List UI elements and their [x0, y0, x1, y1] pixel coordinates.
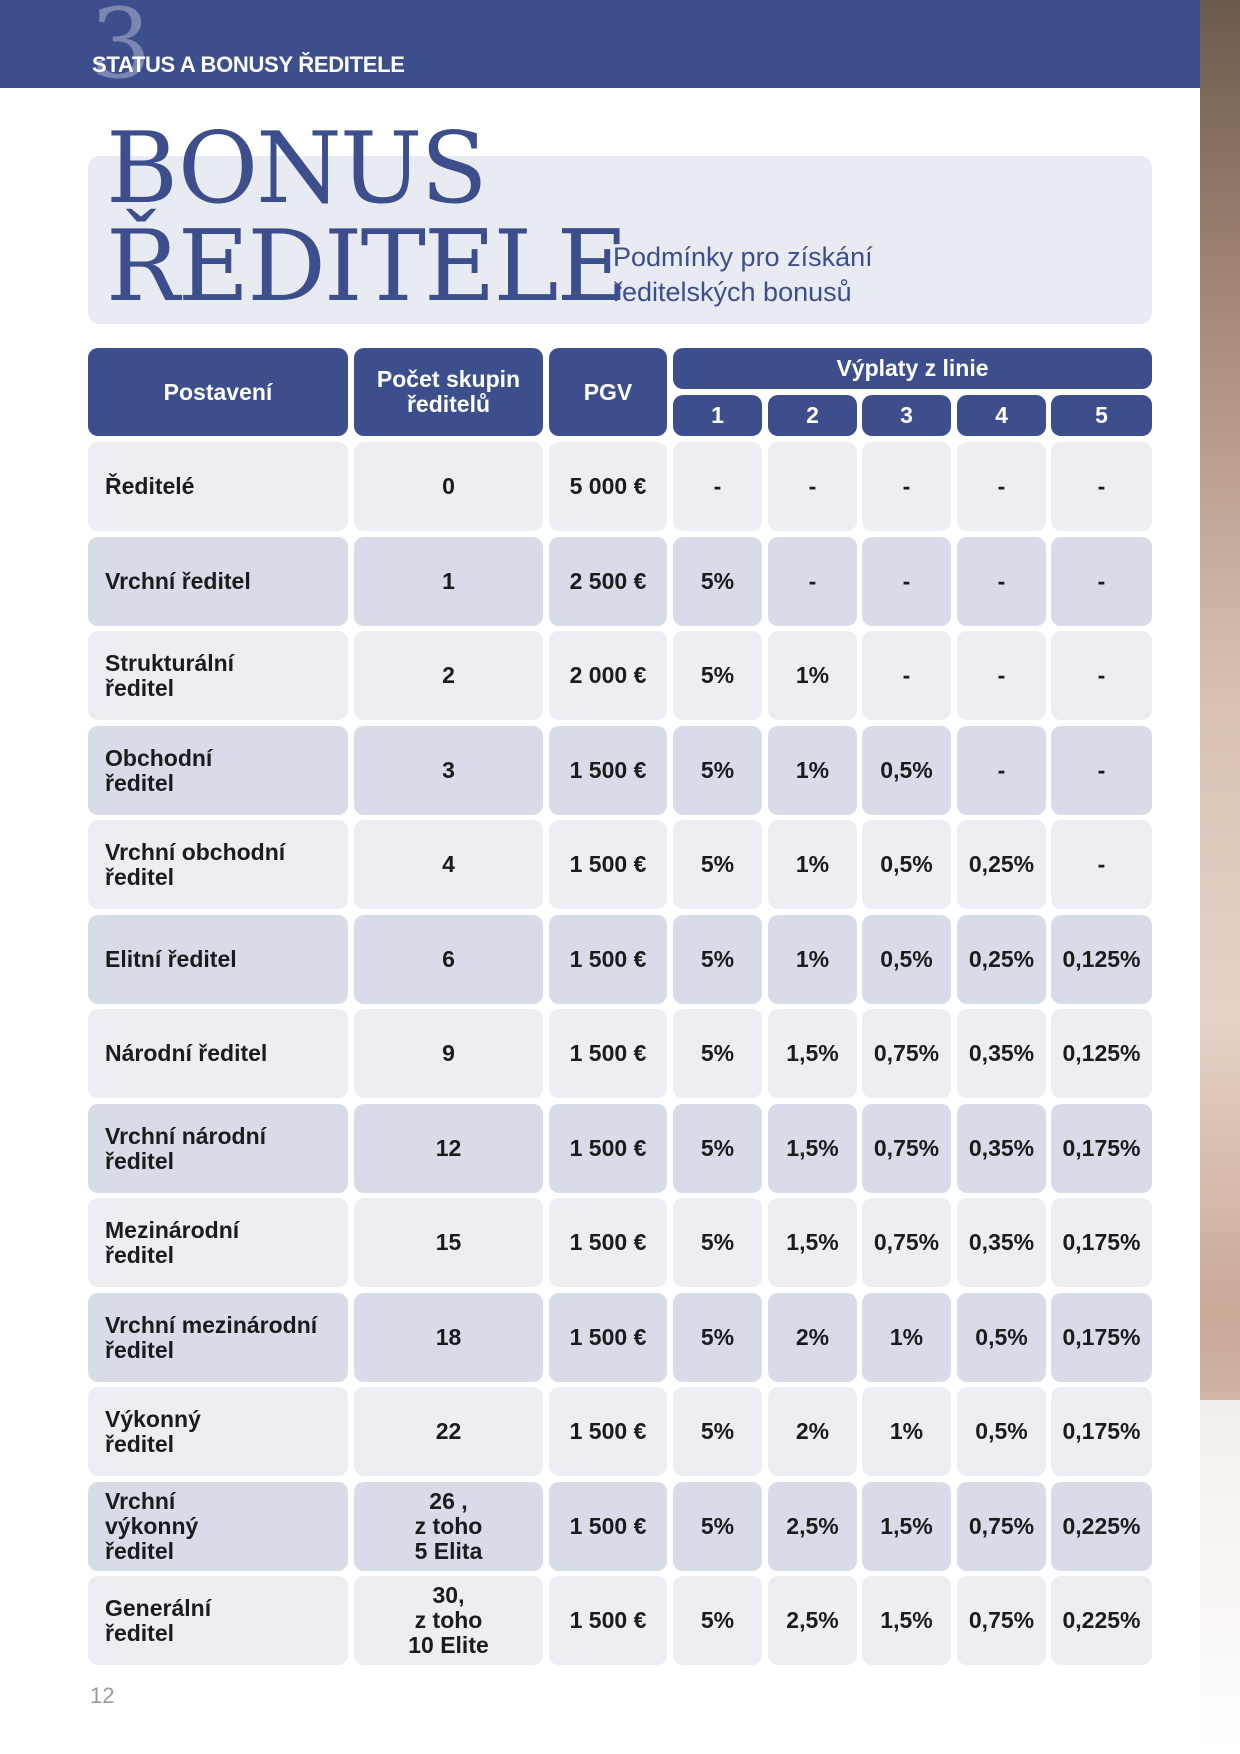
page-subtitle: Podmínky pro získání ředitelských bonusů	[613, 242, 873, 307]
row-payout-line-1: 5%	[673, 1387, 762, 1476]
header-bar	[0, 0, 1200, 88]
row-position: Vrchní mezinárodní ředitel	[88, 1293, 348, 1382]
row-payout-line-2: 1%	[768, 820, 857, 909]
row-payout-line-3: 0,75%	[862, 1104, 951, 1193]
row-payout-line-1: 5%	[673, 1482, 762, 1571]
row-groups: 1	[354, 537, 543, 626]
row-pgv: 1 500 €	[549, 1293, 667, 1382]
row-position: Strukturální ředitel	[88, 631, 348, 720]
row-payout-line-2: 1,5%	[768, 1198, 857, 1287]
header-line-4: 4	[957, 395, 1046, 436]
page-number: 12	[90, 1683, 115, 1708]
row-pgv: 2 000 €	[549, 631, 667, 720]
row-groups: 22	[354, 1387, 543, 1476]
section-number: 3	[90, 0, 152, 88]
row-payout-line-5: -	[1051, 537, 1152, 626]
row-payout-line-5: 0,175%	[1051, 1104, 1152, 1193]
row-position: Elitní ředitel	[88, 915, 348, 1004]
row-groups: 18	[354, 1293, 543, 1382]
header-line-2: 2	[768, 395, 857, 436]
row-payout-line-5: 0,175%	[1051, 1293, 1152, 1382]
row-groups: 3	[354, 726, 543, 815]
row-payout-line-4: 0,25%	[957, 820, 1046, 909]
row-pgv: 1 500 €	[549, 820, 667, 909]
row-pgv: 1 500 €	[549, 1198, 667, 1287]
row-payout-line-2: 2,5%	[768, 1576, 857, 1665]
row-payout-line-3: 1,5%	[862, 1482, 951, 1571]
row-position: Vrchní ředitel	[88, 537, 348, 626]
row-groups: 6	[354, 915, 543, 1004]
row-payout-line-1: 5%	[673, 915, 762, 1004]
row-payout-line-2: -	[768, 442, 857, 531]
page-title-line2: ŘEDITELE	[106, 210, 627, 324]
row-payout-line-5: 0,125%	[1051, 915, 1152, 1004]
photo-edge	[1200, 0, 1240, 1754]
row-groups: 26 , z toho 5 Elita	[354, 1482, 543, 1571]
row-payout-line-2: 1,5%	[768, 1104, 857, 1193]
page-title-line1: BONUS	[106, 112, 486, 226]
row-payout-line-5: -	[1051, 631, 1152, 720]
row-pgv: 1 500 €	[549, 1576, 667, 1665]
row-payout-line-4: -	[957, 631, 1046, 720]
row-payout-line-1: 5%	[673, 537, 762, 626]
row-payout-line-3: -	[862, 442, 951, 531]
row-pgv: 1 500 €	[549, 1009, 667, 1098]
header-line-1: 1	[673, 395, 762, 436]
header-groups: Počet skupin ředitelů	[354, 348, 543, 436]
row-payout-line-1: 5%	[673, 1104, 762, 1193]
row-pgv: 2 500 €	[549, 537, 667, 626]
row-payout-line-1: 5%	[673, 1293, 762, 1382]
row-payout-line-3: 1%	[862, 1293, 951, 1382]
header-line-5: 5	[1051, 395, 1152, 436]
row-payout-line-2: -	[768, 537, 857, 626]
row-groups: 2	[354, 631, 543, 720]
row-groups: 15	[354, 1198, 543, 1287]
row-position: Mezinárodní ředitel	[88, 1198, 348, 1287]
row-payout-line-3: 0,75%	[862, 1009, 951, 1098]
row-position: Vrchní výkonný ředitel	[88, 1482, 348, 1571]
header-position: Postavení	[88, 348, 348, 436]
row-pgv: 1 500 €	[549, 726, 667, 815]
row-payout-line-3: 0,5%	[862, 726, 951, 815]
row-payout-line-3: 0,5%	[862, 820, 951, 909]
row-payout-line-2: 2%	[768, 1387, 857, 1476]
row-payout-line-1: 5%	[673, 631, 762, 720]
row-payout-line-4: 0,5%	[957, 1293, 1046, 1382]
row-payout-line-1: 5%	[673, 820, 762, 909]
row-payout-line-2: 2,5%	[768, 1482, 857, 1571]
row-position: Výkonný ředitel	[88, 1387, 348, 1476]
row-payout-line-3: 1,5%	[862, 1576, 951, 1665]
row-payout-line-4: -	[957, 537, 1046, 626]
row-position: Ředitelé	[88, 442, 348, 531]
row-position: Národní ředitel	[88, 1009, 348, 1098]
row-payout-line-4: 0,75%	[957, 1482, 1046, 1571]
row-payout-line-4: -	[957, 726, 1046, 815]
row-payout-line-2: 2%	[768, 1293, 857, 1382]
row-payout-line-5: 0,175%	[1051, 1198, 1152, 1287]
row-groups: 30, z toho 10 Elite	[354, 1576, 543, 1665]
row-payout-line-4: 0,5%	[957, 1387, 1046, 1476]
row-payout-line-1: 5%	[673, 1009, 762, 1098]
row-groups: 9	[354, 1009, 543, 1098]
row-position: Vrchní obchodní ředitel	[88, 820, 348, 909]
row-payout-line-4: 0,35%	[957, 1198, 1046, 1287]
row-payout-line-4: -	[957, 442, 1046, 531]
row-payout-line-5: 0,225%	[1051, 1482, 1152, 1571]
row-payout-line-4: 0,25%	[957, 915, 1046, 1004]
row-payout-line-3: 1%	[862, 1387, 951, 1476]
header-payouts: Výplaty z linie	[673, 348, 1152, 389]
row-groups: 0	[354, 442, 543, 531]
row-payout-line-1: 5%	[673, 726, 762, 815]
row-payout-line-5: -	[1051, 442, 1152, 531]
row-payout-line-2: 1%	[768, 631, 857, 720]
row-payout-line-2: 1%	[768, 726, 857, 815]
row-pgv: 5 000 €	[549, 442, 667, 531]
row-payout-line-4: 0,35%	[957, 1104, 1046, 1193]
row-payout-line-3: 0,5%	[862, 915, 951, 1004]
row-payout-line-5: -	[1051, 820, 1152, 909]
row-payout-line-5: 0,175%	[1051, 1387, 1152, 1476]
row-payout-line-1: 5%	[673, 1576, 762, 1665]
row-payout-line-2: 1,5%	[768, 1009, 857, 1098]
row-position: Generální ředitel	[88, 1576, 348, 1665]
row-payout-line-5: -	[1051, 726, 1152, 815]
row-payout-line-1: 5%	[673, 1198, 762, 1287]
row-payout-line-2: 1%	[768, 915, 857, 1004]
row-payout-line-1: -	[673, 442, 762, 531]
row-payout-line-4: 0,75%	[957, 1576, 1046, 1665]
row-position: Obchodní ředitel	[88, 726, 348, 815]
row-groups: 12	[354, 1104, 543, 1193]
page-title	[106, 112, 627, 324]
row-pgv: 1 500 €	[549, 915, 667, 1004]
row-payout-line-3: -	[862, 537, 951, 626]
row-payout-line-4: 0,35%	[957, 1009, 1046, 1098]
row-position: Vrchní národní ředitel	[88, 1104, 348, 1193]
row-pgv: 1 500 €	[549, 1104, 667, 1193]
row-payout-line-3: 0,75%	[862, 1198, 951, 1287]
section-title: STATUS A BONUSY ŘEDITELE	[92, 52, 405, 77]
header-pgv: PGV	[549, 348, 667, 436]
row-payout-line-5: 0,225%	[1051, 1576, 1152, 1665]
row-payout-line-5: 0,125%	[1051, 1009, 1152, 1098]
row-pgv: 1 500 €	[549, 1482, 667, 1571]
header-line-3: 3	[862, 395, 951, 436]
row-groups: 4	[354, 820, 543, 909]
row-pgv: 1 500 €	[549, 1387, 667, 1476]
row-payout-line-3: -	[862, 631, 951, 720]
